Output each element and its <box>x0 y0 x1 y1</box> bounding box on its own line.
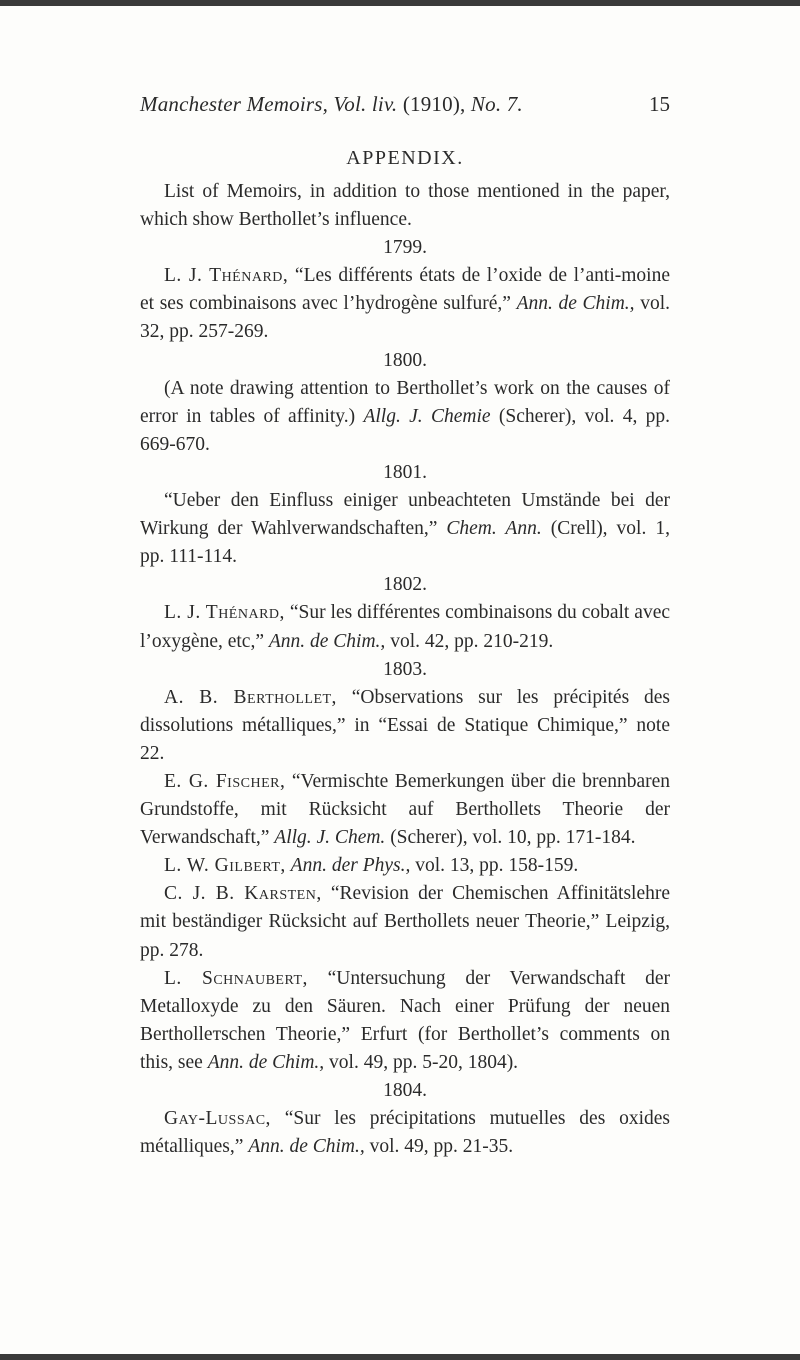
year-label: (1910), <box>402 92 466 116</box>
year-heading: 1799. <box>383 237 427 259</box>
entry-reference: (Scherer), vol. 10, pp. 171-184. <box>385 827 636 849</box>
entry-reference: vol. 49, pp. 21-35. <box>364 1136 514 1158</box>
running-head <box>140 92 670 117</box>
entry-journal: Allg. J. Chemie <box>363 405 491 427</box>
running-head-text <box>140 92 523 117</box>
bibliography-entry <box>140 880 670 964</box>
entry-reference: vol. 42, pp. 210-219. <box>385 630 554 652</box>
entry-text: “Sur les différentes combinaisons du cobalt avec l’oxygène, etc,” <box>140 602 671 652</box>
entry-text: “Les différents états de l’oxide de l’anti-moine et ses combinaisons avec l’hydrogène sulfuré,” <box>140 265 671 315</box>
entry-journal: Allg. J. Chem. <box>274 827 386 849</box>
entry-journal: Ann. de Chim., <box>516 293 635 315</box>
bibliography-entry <box>140 487 670 571</box>
appendix-heading: APPENDIX. <box>346 147 464 169</box>
entry-text: (A note drawing attention to Berthollet’s work on the causes of error in tables of affinity.) <box>140 377 670 427</box>
entry-journal: Chem. Ann. <box>446 518 542 540</box>
intro-paragraph: List of Memoirs, in addition to those mentioned in the paper, which show Berthollet’s influence. <box>140 181 670 231</box>
entry-journal: Ann. de Chim., <box>248 1136 365 1158</box>
bibliography-entry <box>140 262 670 346</box>
year-heading: 1801. <box>383 461 427 483</box>
entry-reference: (Crell), vol. 1, pp. 111-114. <box>140 518 670 568</box>
entry-reference: vol. 13, pp. 158-159. <box>410 855 579 877</box>
entry-journal: Ann. de Chim., <box>268 630 386 652</box>
entry-text: “Sur les précipitations mutuelles des oxides métalliques,” <box>140 1108 670 1158</box>
appendix-body <box>140 178 670 1161</box>
bibliography-entry <box>140 768 670 852</box>
entry-reference: vol. 32, pp. 257-269. <box>140 293 670 343</box>
page-number: 15 <box>649 92 670 116</box>
entry-author: L. J. Thénard, <box>164 265 289 287</box>
number-label: No. 7. <box>470 92 523 116</box>
page-edge-top <box>0 0 800 6</box>
entry-reference: vol. 49, pp. 5-20, 1804). <box>324 1051 519 1073</box>
journal-title: Manchester Memoirs, <box>140 92 329 116</box>
entry-text: “Observations sur les précipités des dissolutions métalliques,” in “Essai de Statique Chimique,” note 22. <box>140 686 670 764</box>
entry-author: L. J. Thénard, <box>164 602 285 624</box>
entry-author: A. B. Berthollet, <box>164 686 337 708</box>
bibliography-entry <box>140 684 670 768</box>
volume-label: Vol. liv. <box>333 92 398 116</box>
bibliography-entry <box>140 852 670 880</box>
entry-reference: (Scherer), vol. 4, pp. 669-670. <box>140 405 670 455</box>
entry-journal: Ann. der Phys., <box>290 855 411 877</box>
entry-journal: Ann. de Chim., <box>207 1051 325 1073</box>
entry-author: C. J. B. Karsten, <box>164 883 322 905</box>
bibliography-entry <box>140 965 670 1077</box>
entry-text: “Ueber den Einfluss einiger unbeachteten Umstände bei der Wirkung der Wahlverwandschaften,” <box>140 490 670 540</box>
entry-text: “Revision der Chemischen Affinitätslehre mit beständiger Rücksicht auf Berthollets neuer Theorie,” Leipzig, pp. 278. <box>140 883 671 961</box>
year-heading: 1803. <box>383 658 427 680</box>
entry-text: “Vermischte Bemerkungen über die brennbaren Grundstoffe, mit Rücksicht auf Berthollets Theorie der Verwandschaft,” <box>140 770 671 849</box>
year-heading: 1800. <box>383 349 427 371</box>
bibliography-entry <box>140 1105 670 1161</box>
year-heading: 1802. <box>383 574 427 596</box>
entry-author: Gay-Lussac, <box>164 1108 271 1130</box>
bibliography-entry <box>140 375 670 459</box>
page-edge-bottom <box>0 1354 800 1360</box>
year-heading: 1804. <box>383 1080 427 1101</box>
entry-text: “Untersuchung der Verwandschaft der Metalloxyde zu den Säuren. Nach einer Prüfung der neuen Berthollетschen Theorie,” Erfurt (for Berthollet’s comments on this, see <box>140 967 670 1073</box>
entry-author: E. G. Fischer, <box>164 770 286 792</box>
bibliography-entry <box>140 599 670 655</box>
entry-author: L. Schnaubert, <box>164 967 308 989</box>
entry-author: L. W. Gilbert, <box>164 855 286 877</box>
